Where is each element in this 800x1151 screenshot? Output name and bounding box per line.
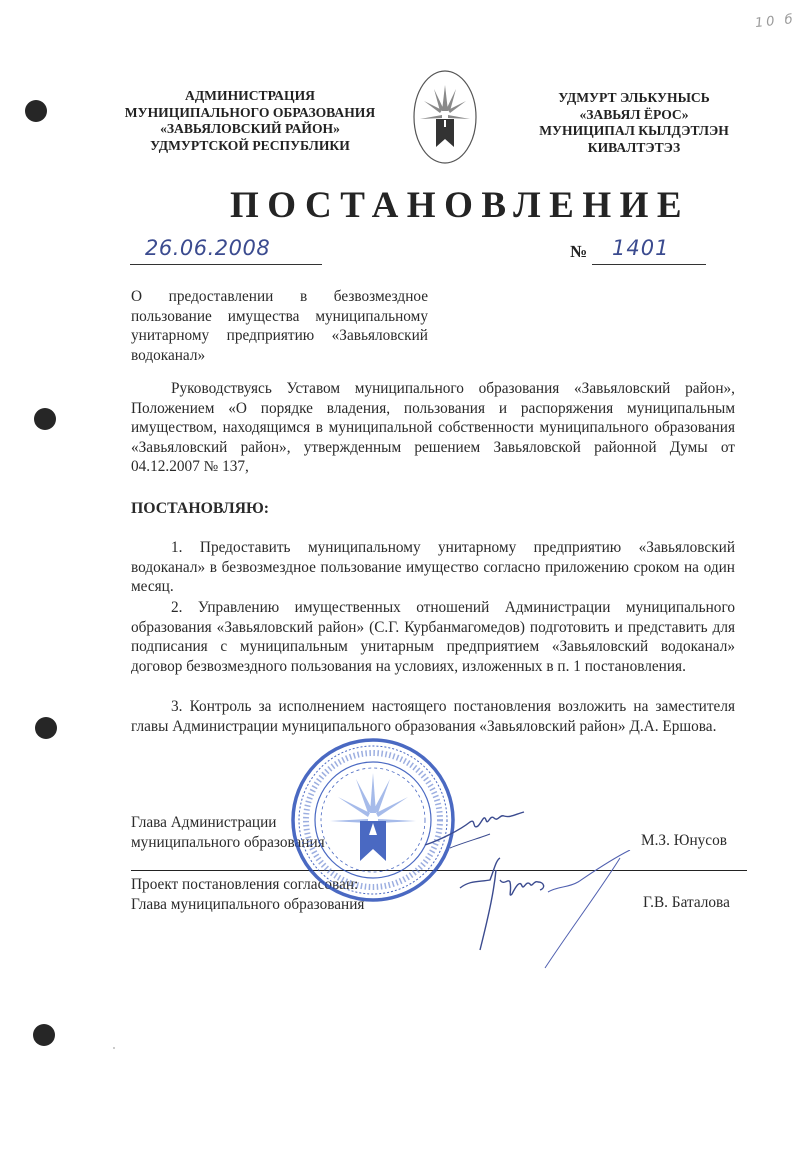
- head-signatory-name: М.З. Юнусов: [641, 832, 727, 849]
- decree-heading: ПОСТАНОВЛЯЮ:: [131, 500, 270, 517]
- header-right-line: МУНИЦИПАЛ КЫЛДЭТЛЭН: [539, 123, 729, 138]
- header-left-line: УДМУРТСКОЙ РЕСПУБЛИКИ: [150, 137, 350, 153]
- number-underline: [592, 264, 706, 265]
- date-underline: [130, 264, 322, 265]
- header-left-russian: [112, 88, 388, 154]
- decree-item-2: 2. Управлению имущественных отношений Администрации муниципального образования «Завьяловский район» (С.Г. Курбанмагомедов) подготовить и представить для подписания с муниципальным унитарным предприятием «Завьяловский водоканал» договор безвозмездного пользования на условиях, изложенных в п. 1 постановления.: [131, 599, 735, 675]
- document-title: ПОСТАНОВЛЕНИЕ: [230, 185, 691, 226]
- head-title-line: муниципального образования: [131, 833, 325, 851]
- signature-batalova-icon: [450, 850, 640, 970]
- header-left-line: АДМИНИСТРАЦИЯ: [185, 88, 315, 103]
- decree-item-3: 3. Контроль за исполнением настоящего постановления возложить на заместителя главы Администрации муниципального образования «Завьяловский район» Д.А. Ершова.: [131, 698, 735, 735]
- handwritten-page-number: 10 б: [754, 11, 797, 32]
- header-right-line: «ЗАВЬЯЛ ЁРОС»: [579, 106, 689, 122]
- official-seal-stamp-icon: [288, 735, 458, 905]
- approval-title-line: Глава муниципального образования: [131, 895, 365, 913]
- decree-item-1: 1. Предоставить муниципальному унитарному предприятию «Завьяловский водоканал» в безвозмездное пользование имущество согласно приложению сроком на один месяц.: [131, 539, 735, 595]
- preamble-paragraph: Руководствуясь Уставом муниципального образования «Завьяловский район», Положением «О порядке владения, пользования и распоряжения муниципальным имуществом, находящимся в муниципальной собственности муниципального образования «Завьяловский район», утвержденным решением Завьяловской районной Думы от 04.12.2007 № 137,: [131, 380, 735, 475]
- coat-of-arms-emblem-icon: [412, 67, 478, 167]
- hole-punch-dot: [25, 100, 47, 122]
- scan-speck: [113, 1047, 115, 1049]
- hole-punch-dot: [34, 408, 56, 430]
- document-date: 26.06.2008: [145, 236, 271, 260]
- header-right-line: УДМУРТ ЭЛЬКУНЫСЬ: [558, 90, 710, 105]
- number-sign: №: [570, 242, 588, 261]
- document-number: 1401: [612, 236, 670, 260]
- header-right-line: КИВАЛТЭТЭЗ: [587, 139, 681, 155]
- head-title-line: Глава Администрации: [131, 814, 277, 831]
- header-right-udmurt: [528, 90, 740, 156]
- approval-signatory-name: Г.В. Баталова: [643, 894, 730, 911]
- hole-punch-dot: [33, 1024, 55, 1046]
- approval-title-line: Проект постановления согласован:: [131, 876, 359, 893]
- header-left-line: МУНИЦИПАЛЬНОГО ОБРАЗОВАНИЯ: [124, 104, 376, 120]
- header-left-line: «ЗАВЬЯЛОВСКИЙ РАЙОН»: [160, 121, 340, 136]
- hole-punch-dot: [35, 717, 57, 739]
- document-subject: О предоставлении в безвозмездное пользование имущества муниципальному унитарному предприятию «Завьяловский водоканал»: [131, 288, 428, 364]
